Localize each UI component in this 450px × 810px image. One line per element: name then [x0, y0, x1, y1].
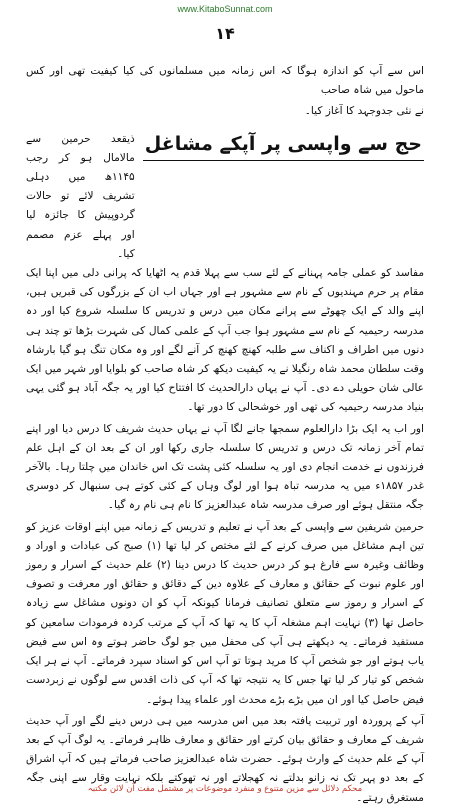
paragraph-1: مفاسد کو عملی جامہ پہنانے کے لئے سب سے پہلا قدم یہ اٹھایا کہ پرانی دلی میں اپنا ایک مقام پر حرم مہندیوں کے نام سے مشہور ہے اور جہاں اب ان کے بزرگوں کی قبریں ہیں، اپنے والد کے ایک چھوٹے سے پرانے مکان میں درس و تدریس کا سلسلہ شروع کیا اور دہ مدرسہ رحیمیہ کے نام سے مشہور ہوا جب آپ کے علمی کمال کی شہرت بڑھا تو چند ہی دنوں میں اطراف و اکناف سے طلبہ کھنچ کھنچ کر آنے لگے اور وہ مکان تنگ ہو گیا بارشاہ وقت سلطان محمد شاہ رنگیلا نے یہ کیفیت دیکھ کر شاہ صاحب کو بلوایا اور شہر میں ایک عالی شان حویلی دے دی۔ آپ نے یہاں دارالحدیث کا افتتاح کیا اور یہ جگہ آباد ہو گئی یہی بنیاد مدرسہ رحیمیہ کی تھی اور خوشحالی کا دور تھا۔: [26, 267, 424, 414]
section-heading-block: [26, 130, 424, 264]
section-heading: حج سے واپسی پر آپکے مشاغل: [143, 130, 424, 161]
site-url[interactable]: www.KitaboSunnat.com: [177, 4, 273, 14]
intro-line-1: اس سے آپ کو اندازہ ہوگا کہ اس زمانہ میں مسلمانوں کی کیا کیفیت تھی اور کس ماحول میں شاہ صاحب: [26, 65, 424, 97]
section-side-text: ذیقعد حرمین سے مالامال ہو کر رجب ۱۱۴۵ھ میں دہلی تشریف لائے تو حالات گردوپیش کا جائزہ لیا اور پہلے عزم مصمم کیا۔: [26, 132, 135, 260]
page-number: ۱۴: [215, 24, 235, 43]
paragraph-4: آپ کے پروردہ اور تربیت یافتہ بعد میں اس مدرسہ میں ہی درس دینے لگے اور آپ حدیث شریف کے معارف و حقائق بیان کرتے اور حقائق و معارف ظاہر فرماتے۔ یہ لوگ آپ کے بعد آپ کے علم حدیث کے وارث ہوئے۔ حضرت شاہ عبدالعزیز صاحب فرماتے ہیں کہ آپ اشراق کے بعد دو پہر تک نہ زانو بدلتے نہ کھجلاتے اور نہ تھوکتے بلکہ نہایت وقار سے اپنی جگہ مستغرق رہتے۔: [26, 714, 424, 804]
page-body: [26, 62, 424, 810]
paragraph-3: حرمین شریفین سے واپسی کے بعد آپ نے تعلیم و تدریس کے زمانہ میں اپنے اوقات عزیز کو تین اہم مشاغل میں صرف کرنے کے لئے مختص کر لیا تھا (۱) صبح کی عبادات و اوراد و وظائف وغیرہ سے فارغ ہو کر درس حدیث کا درس دینا (۲) علم حدیث کے اسرار و رموز اور علوم نبوت کے حقائق و معارف کے علاوہ دین کے دقائق و حقائق اور معرفت و تصوف کے اسرار و رموز سے متعلق تصانیف فرمانا کیونکہ آپ کو ان دونوں مشاغل سے زیادہ حاصل تھا (۳) نہایت اہم مشغلہ آپ کا یہ تھا کہ آپ کے مرتب کردہ فرمودات سامعین کو مستفید فرماتے۔ یہ دیکھتے ہی آپ کی محفل میں جو لوگ حاضر ہوتے وہ اس سے فیض یاب ہوتے اور جو شخص آپ کا مرید ہوتا تو آپ اس کو اسناد سپرد فرماتے۔ آپ نے ہر ایک شخص کو تیار کر لیا تھا جس کا یہ نتیجہ تھا کہ آپ کی ذات اقدس سے لوگوں نے زبردست فیض حاصل کیا اور ان میں بڑے بڑے محدث اور علماء پیدا ہوئے۔: [26, 520, 424, 706]
footer-tagline: محکم دلائل سے مزین متنوع و منفرد موضوعات پر مشتمل مفت آن لائن مکتبہ: [87, 784, 363, 794]
intro-line-2: نے نئی جدوجہد کا آغاز کیا۔: [304, 105, 424, 118]
paragraph-2: اور اب یہ ایک بڑا دارالعلوم سمجھا جانے لگا آپ نے یہاں حدیث شریف کا درس دیا اور اپنے تمام آخر زمانہ تک درس و تدریس کا سلسلہ جاری رکھا اور ان کے بعد ان کے اہل علم فرزندوں نے خدمت انجام دی اور یہ سلسلہ کئی پشت تک اس خاندان میں چلتا رہا۔ بالآخر غدر ۱۸۵۷ء میں یہ مدرسہ تباہ ہوا اور لوگ وہاں کے کئی کوتے ہی سنبھال کر دوسری جگہ منتقل ہوئے اور صرف مدرسہ شاہ عبدالعزیز کا نام ہی نام رہ گیا۔: [26, 422, 424, 512]
